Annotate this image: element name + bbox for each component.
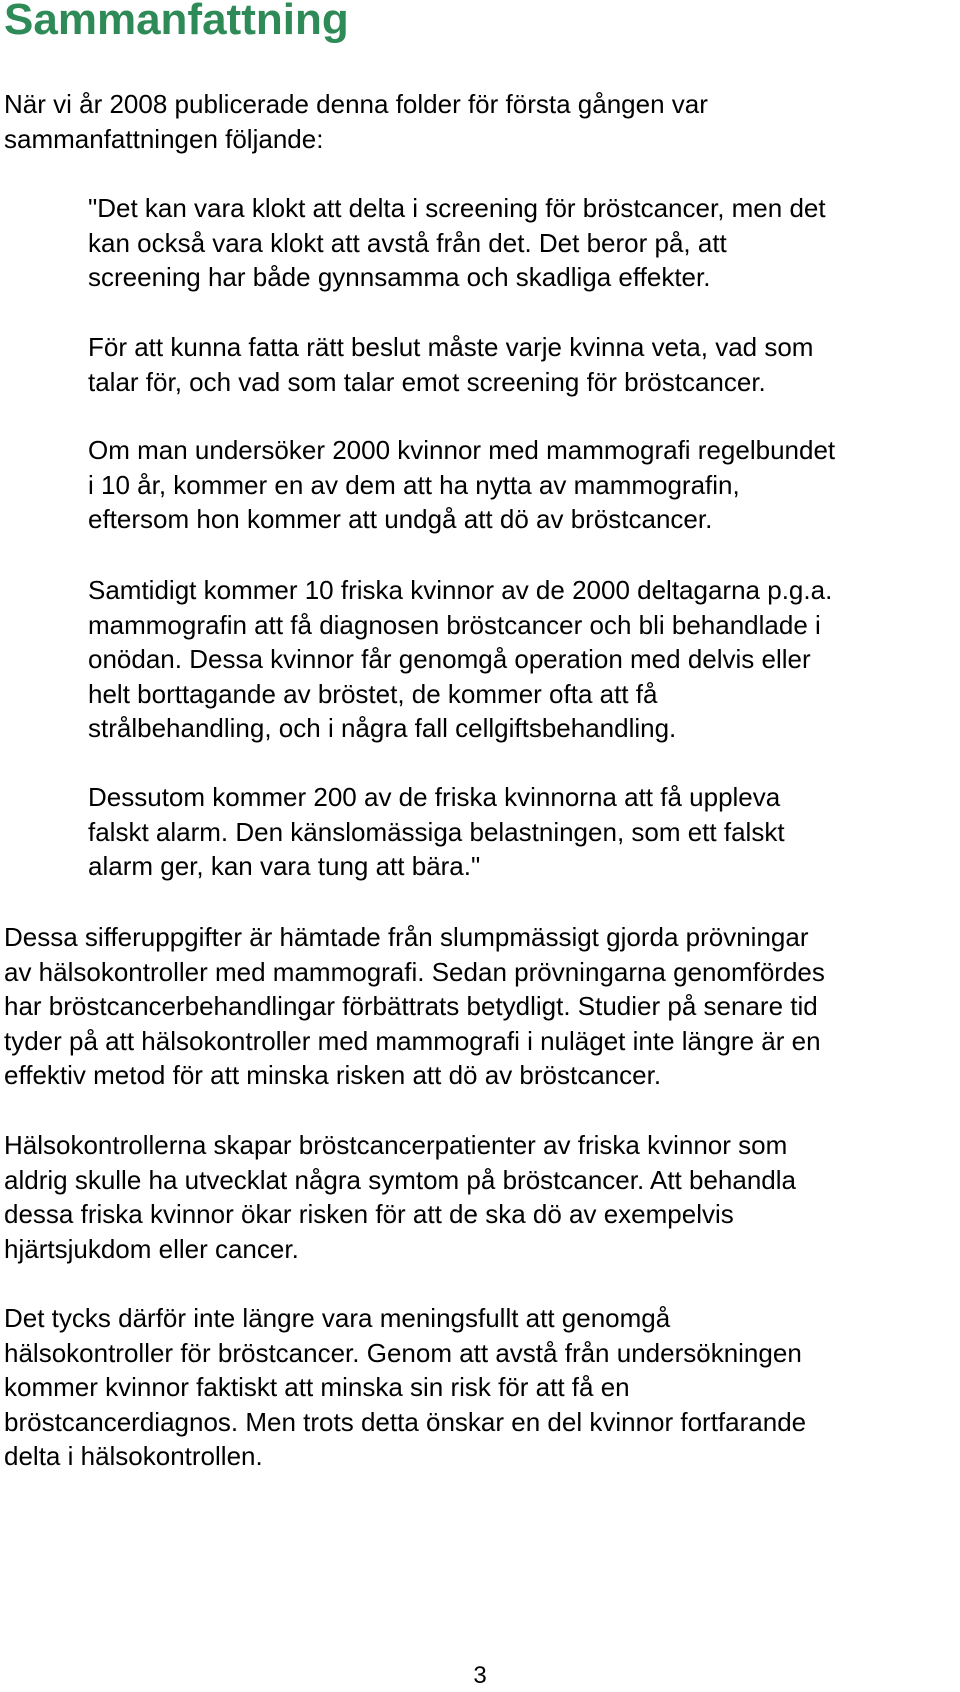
body-paragraph: Det tycks därför inte längre vara meningsfullt att genomgå hälsokontroller för bröstcancer. Genom att avstå från undersökningen kommer kvinnor faktiskt att minska sin risk för att få en bröstcancerdiagnos. Men trots detta önskar en del kvinnor fortfarande delta i hälsokontrollen. — [4, 1303, 807, 1471]
page-number: 3 — [473, 1662, 487, 1689]
quote-paragraph: För att kunna fatta rätt beslut måste varje kvinna veta, vad som talar för, och vad som talar emot screening för bröstcancer. — [88, 332, 814, 397]
body-paragraph: Dessa sifferuppgifter är hämtade från slumpmässigt gjorda prövningar av hälsokontroller med mammografi. Sedan prövningarna genomfördes har bröstcancerbehandlingar förbättrats betydligt. Studier på senare tid tyder på att hälsokontroller med mammografi i nuläget inte längre är en effektiv metod för att minska risken att dö av bröstcancer. — [4, 922, 825, 1090]
quote-paragraph: Om man undersöker 2000 kvinnor med mammografi regelbundet i 10 år, kommer en av dem att ha nytta av mammografin, eftersom hon kommer att undgå att dö av bröstcancer. — [88, 435, 836, 534]
body-paragraph: Hälsokontrollerna skapar bröstcancerpatienter av friska kvinnor som aldrig skulle ha utvecklat några symtom på bröstcancer. Att behandla dessa friska kvinnor ökar risken för att de ska dö av exempelvis hjärtsjukdom eller cancer. — [4, 1130, 796, 1264]
page-title: Sammanfattning — [4, 0, 349, 44]
quote-paragraph: "Det kan vara klokt att delta i screening för bröstcancer, men det kan också vara klokt att avstå från det. Det beror på, att screening har både gynnsamma och skadliga effekter. — [88, 193, 826, 292]
intro-paragraph: När vi år 2008 publicerade denna folder för första gången var sammanfattningen följande: — [4, 89, 708, 154]
quote-paragraph: Dessutom kommer 200 av de friska kvinnorna att få uppleva falskt alarm. Den känslomässiga belastningen, som ett falskt alarm ger, kan vara tung att bära." — [88, 782, 785, 881]
quote-paragraph: Samtidigt kommer 10 friska kvinnor av de 2000 deltagarna p.g.a. mammografin att få diagnosen bröstcancer och bli behandlade i onödan. Dessa kvinnor får genomgå operation med delvis eller helt borttagande av bröstet, de kommer ofta att få strålbehandling, och i några fall cellgiftsbehandling. — [88, 575, 833, 743]
